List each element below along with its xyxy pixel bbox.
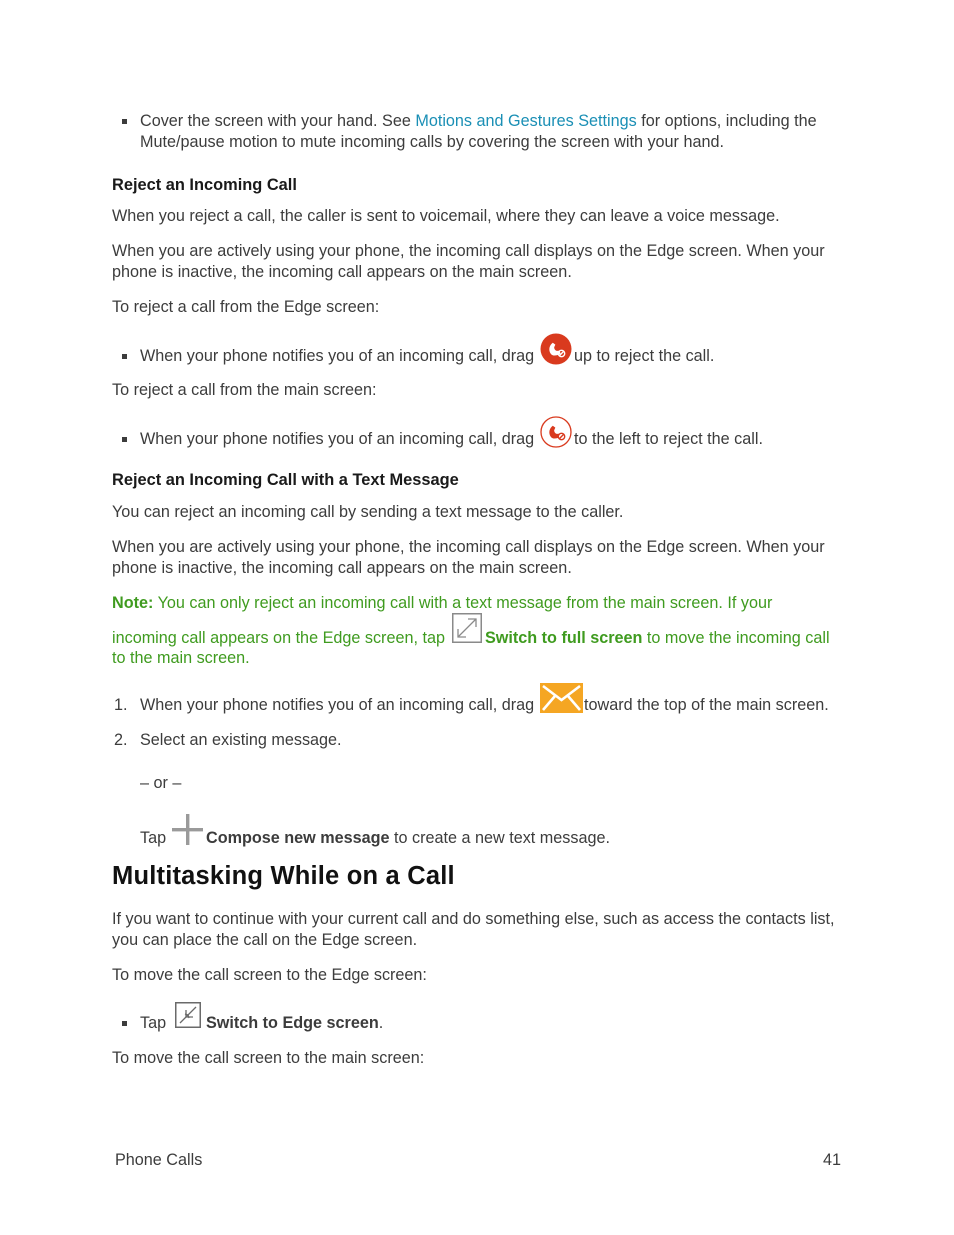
edge-screen-tap: Tap: [140, 1014, 167, 1032]
intro-line2: Mute/pause motion to mute incoming calls by covering the screen with your hand.: [140, 133, 724, 151]
switch-edge-screen-icon: [175, 1002, 201, 1028]
move-edge-intro: To move the call screen to the Edge screen:: [112, 966, 427, 984]
reject-p2-line2: phone is inactive, the incoming call appears on the main screen.: [112, 263, 572, 281]
edge-bullet-after: up to reject the call.: [574, 347, 715, 365]
move-main-intro: To move the call screen to the main screen:: [112, 1049, 425, 1067]
multitask-p1-line2: you can place the call on the Edge screen.: [112, 931, 418, 949]
step-1-after: toward the top of the main screen.: [584, 696, 829, 714]
edge-screen-period: .: [378, 1014, 384, 1032]
step-1-number: 1.: [114, 696, 128, 714]
footer-page-number: 41: [823, 1151, 842, 1169]
reject-call-main-icon: [540, 416, 572, 448]
compose-line: [206, 828, 610, 849]
text-p1: You can reject an incoming call by sending a text message to the caller.: [112, 503, 624, 521]
or-separator: – or –: [140, 774, 182, 792]
edge-screen-line: [206, 1013, 383, 1034]
compose-after: to create a new text message.: [389, 829, 610, 847]
edge-intro: To reject a call from the Edge screen:: [112, 298, 380, 316]
compose-plus-icon: [171, 813, 204, 846]
note-line2-before: incoming call appears on the Edge screen, tap: [112, 629, 445, 647]
bullet-marker: [122, 119, 127, 124]
edge-bullet-text: When your phone notifies you of an incoming call, drag: [140, 347, 535, 365]
step-2-text: Select an existing message.: [140, 731, 342, 749]
multitask-p1: [112, 909, 847, 951]
bullet-marker: [122, 1021, 127, 1026]
note-line1-text: You can only reject an incoming call with a text message from the main screen. If your: [153, 594, 773, 612]
intro-text: Cover the screen with your hand. See: [140, 112, 416, 130]
intro-text-after: for options, including the: [636, 112, 817, 130]
text-p2-line2: phone is inactive, the incoming call appears on the main screen.: [112, 559, 572, 577]
note-line2-after: to move the incoming call: [642, 629, 830, 647]
multitask-p1-line1: If you want to continue with your current call and do something else, such as access the contacts list,: [112, 910, 835, 928]
bullet-marker: [122, 354, 127, 359]
note-line2-rest: [485, 628, 830, 649]
reject-p1: When you reject a call, the caller is sent to voicemail, where they can leave a voice message.: [112, 207, 780, 225]
footer-section: Phone Calls: [115, 1151, 203, 1169]
multitask-heading: Multitasking While on a Call: [112, 862, 455, 890]
reject-p2-line1: When you are actively using your phone, the incoming call displays on the Edge screen. When your: [112, 242, 825, 260]
note-label: Note:: [112, 594, 154, 612]
text-p2-line1: When you are actively using your phone, the incoming call displays on the Edge screen. When your: [112, 538, 825, 556]
main-intro: To reject a call from the main screen:: [112, 381, 377, 399]
note-line1: [112, 593, 847, 614]
text-p2: [112, 537, 847, 579]
main-bullet-text: When your phone notifies you of an incoming call, drag: [140, 430, 535, 448]
reject-heading: Reject an Incoming Call: [112, 176, 297, 194]
note-switch-full-label: Switch to full screen: [485, 629, 643, 647]
tap-before: Tap: [140, 829, 167, 847]
compose-new-message-label: Compose new message: [206, 829, 390, 847]
reject-call-edge-icon: [540, 333, 572, 365]
note-line3: to the main screen.: [112, 649, 250, 667]
step-1-text: When your phone notifies you of an incoming call, drag: [140, 696, 535, 714]
text-heading: Reject an Incoming Call with a Text Message: [112, 471, 459, 489]
motions-gestures-link[interactable]: Motions and Gestures Settings: [415, 112, 637, 130]
message-envelope-icon: [540, 683, 583, 713]
switch-full-screen-icon: [452, 613, 482, 643]
switch-edge-screen-label: Switch to Edge screen: [206, 1014, 379, 1032]
main-bullet-after: to the left to reject the call.: [574, 430, 763, 448]
step-2-number: 2.: [114, 731, 128, 749]
reject-p2: [112, 241, 847, 283]
bullet-marker: [122, 437, 127, 442]
